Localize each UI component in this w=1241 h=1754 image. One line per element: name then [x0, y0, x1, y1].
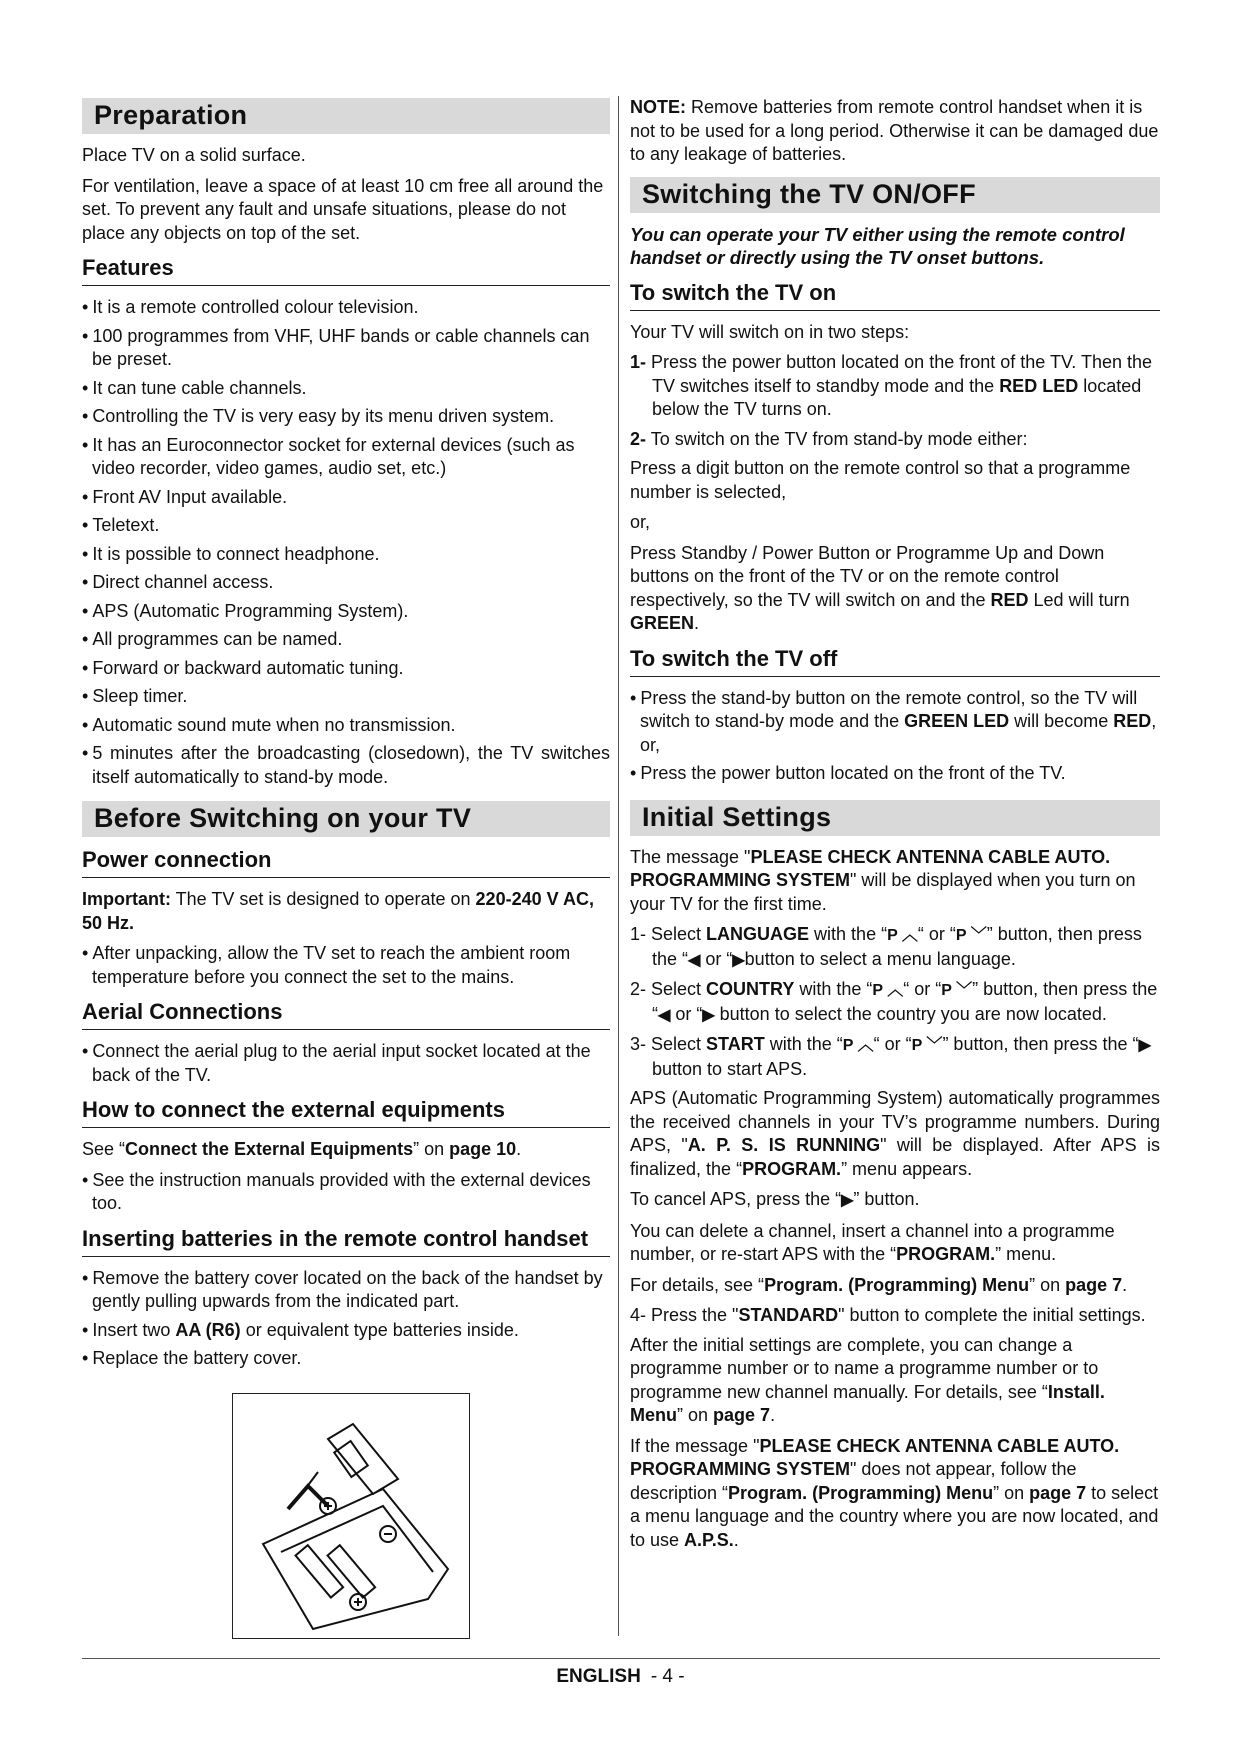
list-item: • Sleep timer.	[82, 685, 610, 709]
list-item: • Insert two AA (R6) or equivalent type batteries inside.	[82, 1319, 610, 1343]
remote-battery-drawing	[233, 1394, 469, 1638]
list-item: • Automatic sound mute when no transmission.	[82, 714, 610, 738]
paragraph: After the initial settings are complete, you can change a programme number or to name a programme number or to programme new channel manually. For details, see “Install. Menu” on page 7.	[630, 1334, 1105, 1425]
p-down-icon: P ﹀	[911, 1037, 943, 1054]
list-item: • Teletext.	[82, 514, 610, 538]
subsection-title-power: Power connection	[82, 847, 610, 878]
section-title-before-switching: Before Switching on your TV	[82, 801, 610, 837]
paragraph: Press Standby / Power Button or Programme Up and Down buttons on the front of the TV or on the remote control respectively, so the TV will switch on and the RED Led will turn GREEN.	[630, 542, 1130, 633]
subsection-title-switch-off: To switch the TV off	[630, 646, 1160, 677]
p-up-icon: P ︿	[872, 982, 904, 999]
subsection-title-batteries: Inserting batteries in the remote control handset	[82, 1226, 610, 1257]
list-item: • APS (Automatic Programming System).	[82, 600, 610, 624]
page-number: - 4 -	[650, 1666, 685, 1687]
prep-paragraph: For ventilation, leave a space of at least 10 cm free all around the set. To prevent any fault and unsafe situations, please do not place any objects on top of the set.	[82, 175, 604, 243]
paragraph: You can delete a channel, insert a channel into a programme number, or re-start APS with the “PROGRAM.” menu.	[630, 1220, 1115, 1264]
external-paragraph: See “Connect the External Equipments” on page 10.	[82, 1139, 522, 1159]
right-arrow-icon: ▶	[732, 951, 745, 969]
paragraph: To cancel APS, press the “▶” button.	[630, 1189, 920, 1209]
step-1: 1- Press the power button located on the front of the TV. Then the TV switches itself to standby mode and the RED LED located below the TV turns on.	[630, 352, 1153, 419]
page-footer	[0, 1666, 1241, 1688]
left-arrow-icon: ◀	[658, 1006, 671, 1024]
paragraph: If the message "PLEASE CHECK ANTENNA CABLE AUTO. PROGRAMMING SYSTEM" does not appear, follow the description “Program. (Programming) Menu” on page 7 to select a menu language and the country where you are now located, and to use A.P.S..	[630, 1435, 1159, 1550]
switch-off-list	[630, 687, 1160, 786]
paragraph: Press a digit button on the remote control so that a programme number is selected,	[630, 458, 1131, 502]
footer-language: ENGLISH	[556, 1666, 641, 1687]
settings-step-2: 2- Select COUNTRY with the “P ︿“ or “P ﹀” button, then press the “◀ or “▶ button to select the country you are now located.	[630, 979, 1158, 1024]
list-item: • It has an Euroconnector socket for external devices (such as video recorder, video games, audio set, etc.)	[82, 434, 610, 481]
list-item: • Direct channel access.	[82, 571, 610, 595]
p-down-icon: P ﹀	[955, 927, 987, 944]
subsection-title-external: How to connect the external equipments	[82, 1097, 610, 1128]
list-item: • It can tune cable channels.	[82, 377, 610, 401]
step-2: 2- To switch on the TV from stand-by mode either:	[630, 428, 1028, 449]
list-item: • It is a remote controlled colour television.	[82, 296, 610, 320]
note-paragraph: NOTE: Remove batteries from remote control handset when it is not to be used for a long period. Otherwise it can be damaged due to any leakage of batteries.	[630, 97, 1159, 164]
p-down-icon: P ﹀	[941, 982, 973, 999]
paragraph: For details, see “Program. (Programming) Menu” on page 7.	[630, 1274, 1128, 1295]
power-paragraph: Important: The TV set is designed to operate on 220-240 V AC, 50 Hz.	[82, 889, 594, 933]
section-title-preparation: Preparation	[82, 98, 610, 134]
list-item: • 5 minutes after the broadcasting (closedown), the TV switches itself automatically to stand-by mode.	[82, 742, 610, 789]
list-item: • Press the power button located on the front of the TV.	[630, 762, 1160, 786]
paragraph: The message "PLEASE CHECK ANTENNA CABLE AUTO. PROGRAMMING SYSTEM" will be displayed when you turn on your TV for the first time.	[630, 846, 1136, 914]
list-item: • After unpacking, allow the TV set to reach the ambient room temperature before you connect the set to the mains.	[82, 942, 610, 989]
subsection-title-aerial: Aerial Connections	[82, 999, 610, 1030]
p-up-icon: P ︿	[887, 927, 918, 944]
paragraph: Your TV will switch on in two steps:	[630, 321, 910, 342]
section-title-initial-settings: Initial Settings	[630, 800, 1160, 836]
settings-step-4: 4- Press the "STANDARD" button to complete the initial settings.	[630, 1305, 1146, 1325]
right-arrow-icon: ▶	[841, 1192, 854, 1209]
list-item: • Connect the aerial plug to the aerial input socket located at the back of the TV.	[82, 1040, 610, 1087]
batteries-list	[82, 1267, 610, 1371]
paragraph: APS (Automatic Programming System) automatically programmes the received channels in your TV’s programme numbers. During APS, "A. P. S. IS RUNNING" will be displayed. After APS is finalized, the “PROGRAM.” menu appears.	[630, 1088, 1160, 1179]
right-arrow-icon: ▶	[702, 1006, 715, 1024]
list-item: • Controlling the TV is very easy by its menu driven system.	[82, 405, 610, 429]
list-item: • Replace the battery cover.	[82, 1347, 610, 1371]
features-list	[82, 296, 610, 789]
remote-battery-illustration	[232, 1393, 470, 1639]
list-item: • Remove the battery cover located on the back of the handset by gently pulling upwards from the indicated part.	[82, 1267, 610, 1314]
list-item: • All programmes can be named.	[82, 628, 610, 652]
prep-paragraph: Place TV on a solid surface.	[82, 145, 306, 165]
right-column	[630, 96, 1160, 1559]
p-up-icon: P ︿	[842, 1037, 874, 1054]
section-title-switching: Switching the TV ON/OFF	[630, 177, 1160, 213]
subsection-title-features: Features	[82, 255, 610, 286]
left-column	[82, 96, 610, 1639]
list-item: • Front AV Input available.	[82, 486, 610, 510]
right-arrow-icon: ▶	[1138, 1037, 1151, 1054]
list-item: • 100 programmes from VHF, UHF bands or cable channels can be preset.	[82, 325, 610, 372]
column-divider	[618, 96, 619, 1636]
settings-step-1: 1- Select LANGUAGE with the “P ︿“ or “P ﹀” button, then press the “◀ or “▶button to select a menu language.	[630, 924, 1142, 969]
subsection-title-switch-on: To switch the TV on	[630, 280, 1160, 311]
left-arrow-icon: ◀	[688, 951, 701, 969]
paragraph: or,	[630, 512, 651, 532]
list-item: • Press the stand-by button on the remote control, so the TV will switch to stand-by mode and the GREEN LED will become RED, or,	[630, 687, 1160, 758]
footer-rule	[82, 1658, 1160, 1659]
list-item: • It is possible to connect headphone.	[82, 543, 610, 567]
settings-step-3: 3- Select START with the “P ︿“ or “P ﹀” button, then press the “▶ button to start APS.	[630, 1034, 1151, 1079]
list-item: • See the instruction manuals provided with the external devices too.	[82, 1169, 610, 1216]
switching-intro: You can operate your TV either using the remote control handset or directly using the TV onset buttons.	[630, 223, 1125, 268]
list-item: • Forward or backward automatic tuning.	[82, 657, 610, 681]
